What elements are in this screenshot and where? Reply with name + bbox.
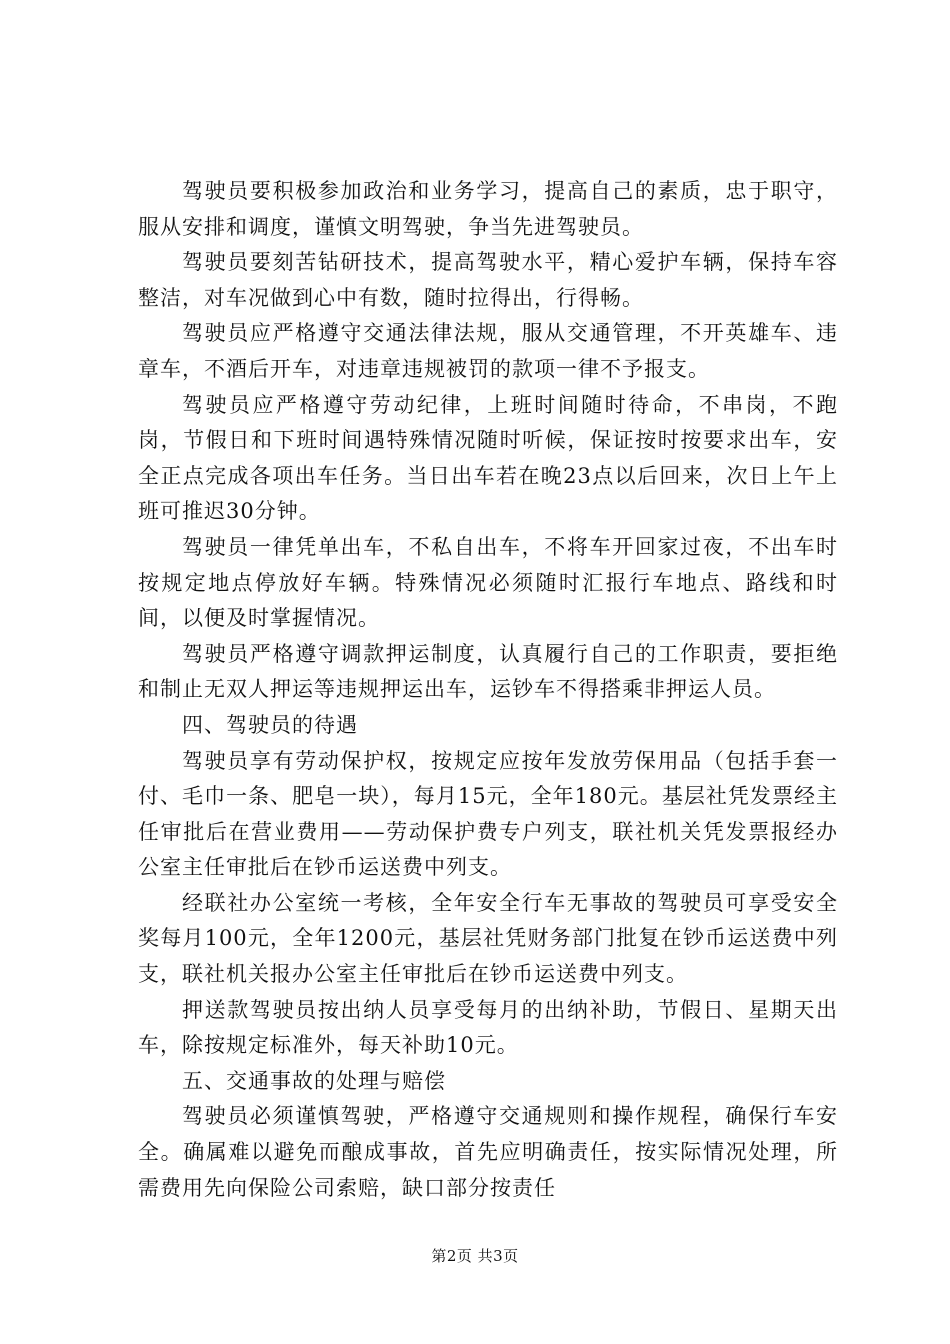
document-body [138, 174, 838, 1206]
paragraph-4: 驾驶员应严格遵守劳动纪律，上班时间随时待命，不串岗，不跑岗，节假日和下班时间遇特殊情况随时听候，保证按时按要求出车，安全正点完成各项出车任务。当日出车若在晚23点以后回来，次日上午上班可推迟30分钟。 [138, 392, 838, 524]
paragraph-3: 驾驶员应严格遵守交通法律法规，服从交通管理，不开英雄车、违章车，不酒后开车，对违章违规被罚的款项一律不予报支。 [138, 321, 838, 381]
paragraph-8: 经联社办公室统一考核，全年安全行车无事故的驾驶员可享受安全奖每月100元，全年1200元，基层社凭财务部门批复在钞币运送费中列支，联社机关报办公室主任审批后在钞币运送费中列支。 [138, 890, 838, 987]
paragraph-9: 押送款驾驶员按出纳人员享受每月的出纳补助，节假日、星期天出车，除按规定标准外，每天补助10元。 [138, 997, 838, 1058]
section-heading-5: 五、交通事故的处理与赔偿 [182, 1068, 446, 1093]
paragraph-6: 驾驶员严格遵守调款押运制度，认真履行自己的工作职责，要拒绝和制止无双人押运等违规押运出车，运钞车不得搭乘非押运人员。 [138, 641, 838, 702]
paragraph-5: 驾驶员一律凭单出车，不私自出车，不将车开回家过夜，不出车时按规定地点停放好车辆。特殊情况必须随时汇报行车地点、路线和时间，以便及时掌握情况。 [138, 534, 838, 631]
section-heading-4: 四、驾驶员的待遇 [182, 712, 358, 737]
paragraph-1: 驾驶员要积极参加政治和业务学习，提高自己的素质，忠于职守，服从安排和调度，谨慎文明驾驶，争当先进驾驶员。 [138, 179, 838, 239]
paragraph-10: 驾驶员必须谨慎驾驶，严格遵守交通规则和操作规程，确保行车安全。确属难以避免而酿成事故，首先应明确责任，按实际情况处理，所需费用先向保险公司索赔，缺口部分按责任 [138, 1104, 838, 1200]
page-footer: 第2页 共3页 [431, 1247, 519, 1265]
paragraph-2: 驾驶员要刻苦钻研技术，提高驾驶水平，精心爱护车辆，保持车容整洁，对车况做到心中有数，随时拉得出，行得畅。 [138, 250, 838, 310]
paragraph-7: 驾驶员享有劳动保护权，按规定应按年发放劳保用品（包括手套一付、毛巾一条、肥皂一块），每月15元，全年180元。基层社凭发票经主任审批后在营业费用——劳动保护费专户列支，联社机关凭发票报经办公室主任审批后在钞币运送费中列支。 [138, 748, 838, 880]
